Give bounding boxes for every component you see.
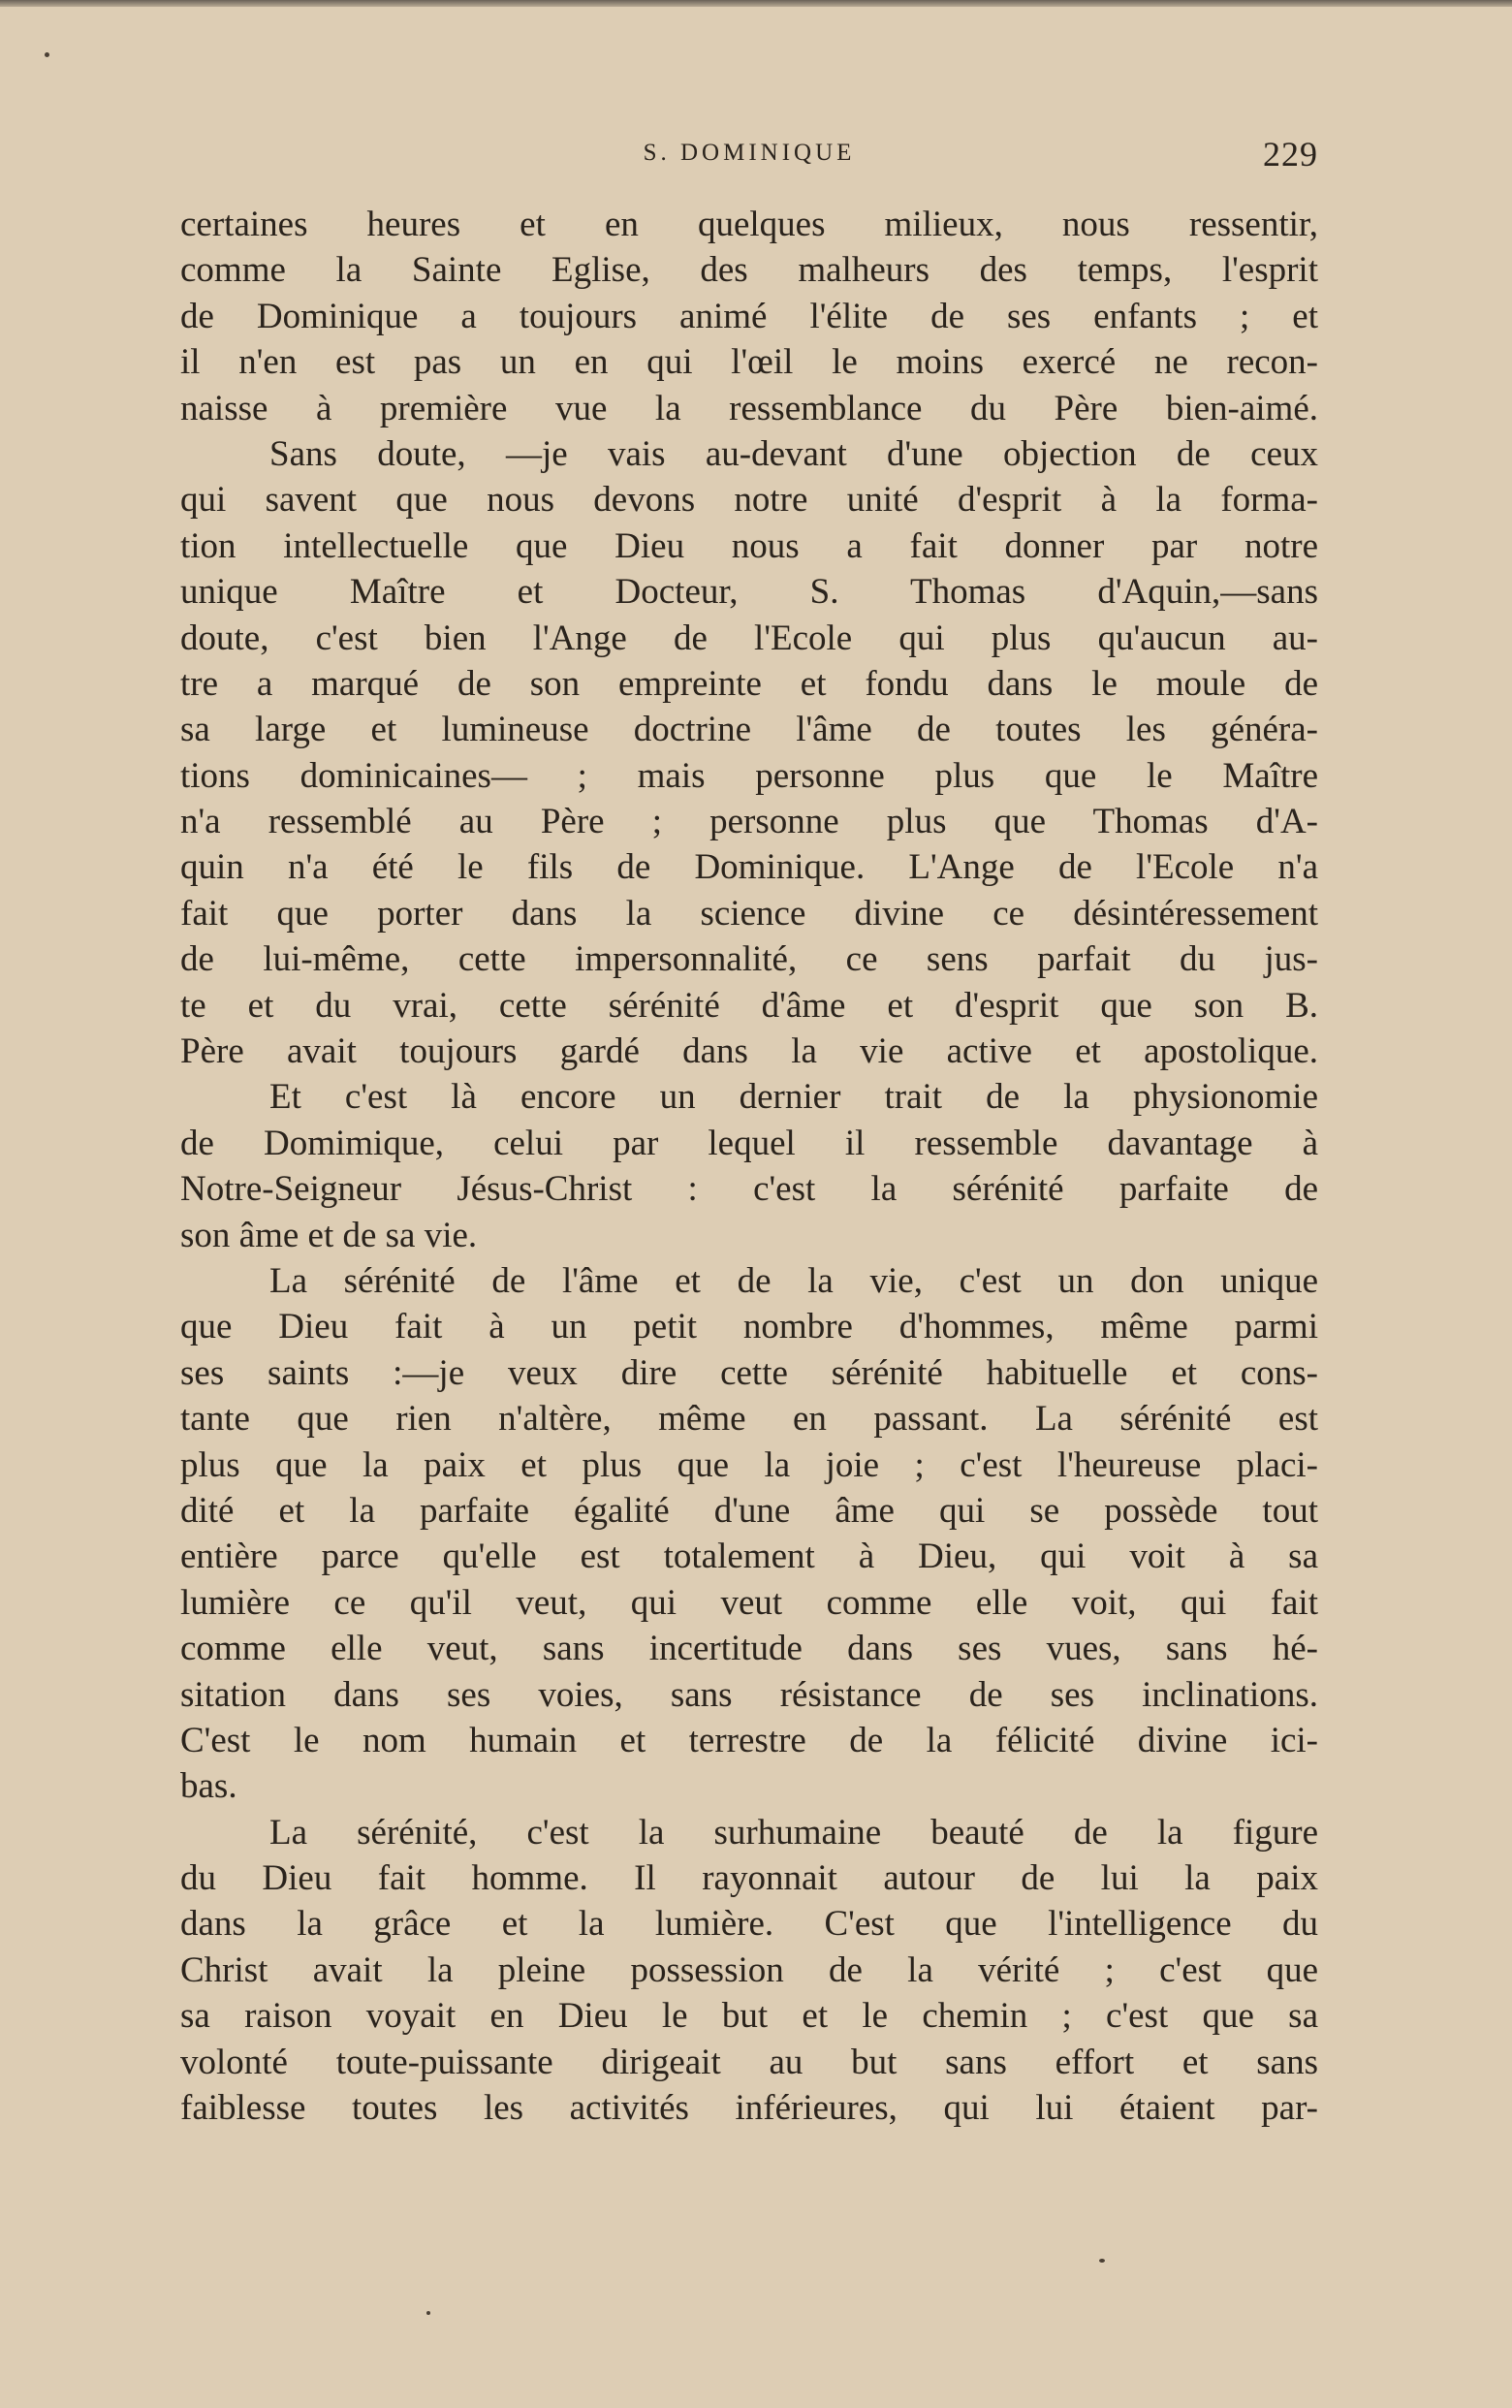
page-top-edge [0,0,1512,7]
text-line: comme la Sainte Eglise, des malheurs des temps, l'esprit [180,250,1318,291]
text-line: de Domimique, celui par lequel il ressemble davantage à [180,1123,1318,1163]
text-line: tre a marqué de son empreinte et fondu dans le moule de [180,663,1318,704]
body-text [180,202,1318,2131]
text-line: dité et la parfaite égalité d'une âme qui se possède tout [180,1490,1318,1531]
paragraph-first-line: Et c'est là encore un dernier trait de la physionomie [269,1077,1318,1118]
text-line: te et du vrai, cette sérénité d'âme et d'esprit que son B. [180,985,1318,1026]
text-line: sitation dans ses voies, sans résistance de ses inclinations. [180,1674,1318,1715]
paper-speck [426,2311,430,2315]
text-line: plus que la paix et plus que la joie ; c'est l'heureuse placi- [180,1444,1318,1485]
running-title: S. DOMINIQUE [643,140,856,166]
text-line: de lui-même, cette impersonnalité, ce sens parfait du jus- [180,939,1318,980]
text-line: de Dominique a toujours animé l'élite de ses enfants ; et [180,296,1318,336]
paper-speck [1099,2259,1105,2263]
text-line: unique Maître et Docteur, S. Thomas d'Aquin,—sans [180,572,1318,613]
page-number: 229 [1263,135,1318,174]
text-line: tion intellectuelle que Dieu nous a fait donner par notre [180,525,1318,566]
text-line: naisse à première vue la ressemblance du Père bien-aimé. [180,388,1318,428]
text-line: volonté toute-puissante dirigeait au but sans effort et sans [180,2042,1318,2082]
text-line: dans la grâce et la lumière. C'est que l'intelligence du [180,1904,1318,1945]
text-line: Notre-Seigneur Jésus-Christ : c'est la sérénité parfaite de [180,1169,1318,1210]
text-line: n'a ressemblé au Père ; personne plus que Thomas d'A- [180,802,1318,842]
text-line: sa large et lumineuse doctrine l'âme de toutes les généra- [180,710,1318,750]
paragraph-last-line: bas. [180,1766,237,1807]
text-line: doute, c'est bien l'Ange de l'Ecole qui plus qu'aucun au- [180,618,1318,658]
text-line: Père avait toujours gardé dans la vie active et apostolique. [180,1031,1318,1072]
text-line: ses saints :—je veux dire cette sérénité habituelle et cons- [180,1352,1318,1393]
text-line: comme elle veut, sans incertitude dans ses vues, sans hé- [180,1629,1318,1669]
text-line: faiblesse toutes les activités inférieures, qui lui étaient par- [180,2088,1318,2129]
text-line: entière parce qu'elle est totalement à Dieu, qui voit à sa [180,1537,1318,1577]
text-line: qui savent que nous devons notre unité d'esprit à la forma- [180,480,1318,521]
text-line: Christ avait la pleine possession de la vérité ; c'est que [180,1949,1318,1990]
paper-speck [45,52,49,57]
text-line: sa raison voyait en Dieu le but et le chemin ; c'est que sa [180,1996,1318,2037]
text-line: du Dieu fait homme. Il rayonnait autour de lui la paix [180,1858,1318,1899]
text-line: C'est le nom humain et terrestre de la félicité divine ici- [180,1720,1318,1760]
text-line: tante que rien n'altère, même en passant. La sérénité est [180,1399,1318,1440]
paragraph-first-line: La sérénité de l'âme et de la vie, c'est un don unique [269,1260,1318,1301]
text-line: que Dieu fait à un petit nombre d'hommes, même parmi [180,1307,1318,1347]
text-line: il n'en est pas un en qui l'œil le moins exercé ne recon- [180,342,1318,383]
paragraph-first-line: Sans doute, —je vais au-devant d'une objection de ceux [269,433,1318,474]
text-line: fait que porter dans la science divine ce désintéressement [180,893,1318,934]
paragraph-first-line: La sérénité, c'est la surhumaine beauté de la figure [269,1812,1318,1853]
text-line: lumière ce qu'il veut, qui veut comme elle voit, qui fait [180,1582,1318,1623]
text-line: quin n'a été le fils de Dominique. L'Ange de l'Ecole n'a [180,847,1318,888]
paragraph-last-line: son âme et de sa vie. [180,1215,478,1255]
text-line: tions dominicaines— ; mais personne plus que le Maître [180,755,1318,796]
text-line: certaines heures et en quelques milieux, nous ressentir, [180,205,1318,244]
running-header [180,134,1318,173]
